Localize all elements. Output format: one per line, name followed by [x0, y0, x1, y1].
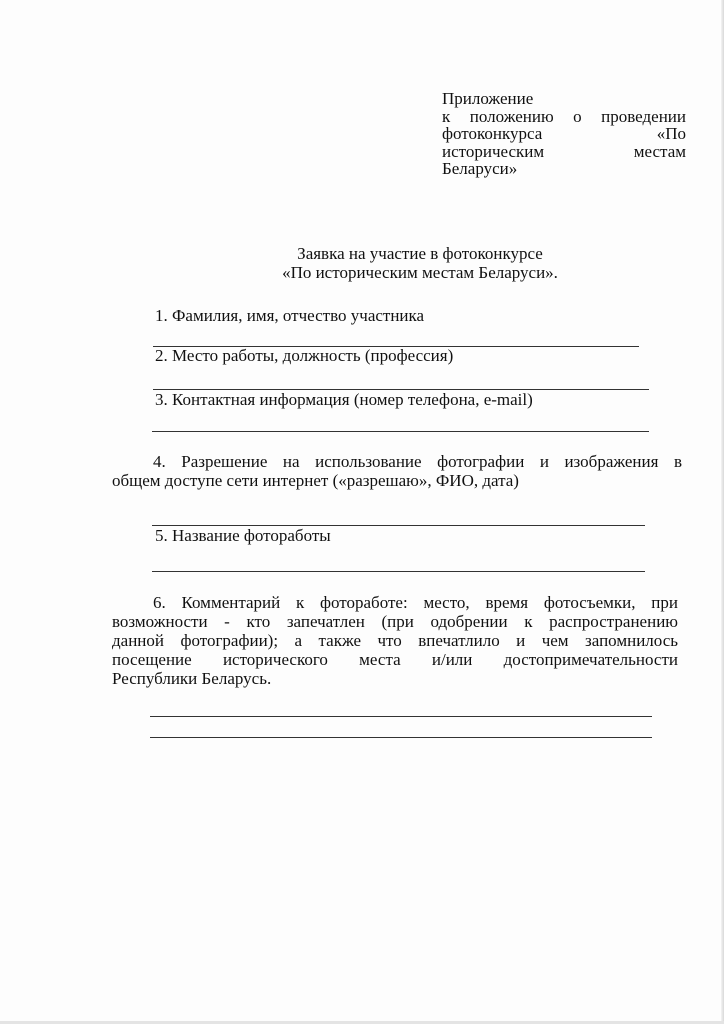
appendix-line: Приложение — [442, 89, 534, 108]
comment-line: Республики Беларусь. — [112, 669, 272, 688]
permission-line: 4. Разрешение на использование фотографии и изображения в — [153, 452, 682, 471]
comment-line: данной фотографии); а также что впечатлило и чем запомнилось — [112, 631, 678, 650]
comment-line: 6. Комментарий к фотоработе: место, время фотосъемки, при — [153, 593, 678, 612]
appendix-line: Беларуси» — [442, 159, 518, 178]
appendix-block — [442, 90, 686, 178]
item-photo-title-label: 5. Название фотоработы — [155, 526, 331, 545]
item-workplace-label: 2. Место работы, должность (профессия) — [155, 346, 454, 365]
appendix-line: историческим местам — [442, 141, 686, 161]
form-title — [230, 244, 610, 282]
comment-line: посещение исторического места и/или достопримечательности — [112, 650, 678, 669]
comment-field-line-1[interactable] — [150, 716, 652, 717]
photo-title-field-line[interactable] — [152, 571, 645, 572]
item-contact-label: 3. Контактная информация (номер телефона, e-mail) — [155, 390, 533, 409]
item-comment-label — [112, 593, 678, 688]
appendix-line: к положению о проведении — [442, 106, 686, 126]
permission-line: общем доступе сети интернет («разрешаю», ФИО, дата) — [112, 471, 519, 490]
contact-field-line[interactable] — [152, 431, 649, 432]
comment-line: возможности - кто запечатлен (при одобрении к распространению — [112, 612, 678, 631]
comment-field-line-2[interactable] — [150, 737, 652, 738]
item-full-name-label: 1. Фамилия, имя, отчество участника — [155, 306, 425, 325]
form-title-line: «По историческим местам Беларуси». — [282, 263, 558, 282]
form-title-line: Заявка на участие в фотоконкурсе — [297, 244, 543, 263]
appendix-line: фотоконкурса «По — [442, 124, 686, 143]
item-permission-label — [112, 452, 682, 490]
